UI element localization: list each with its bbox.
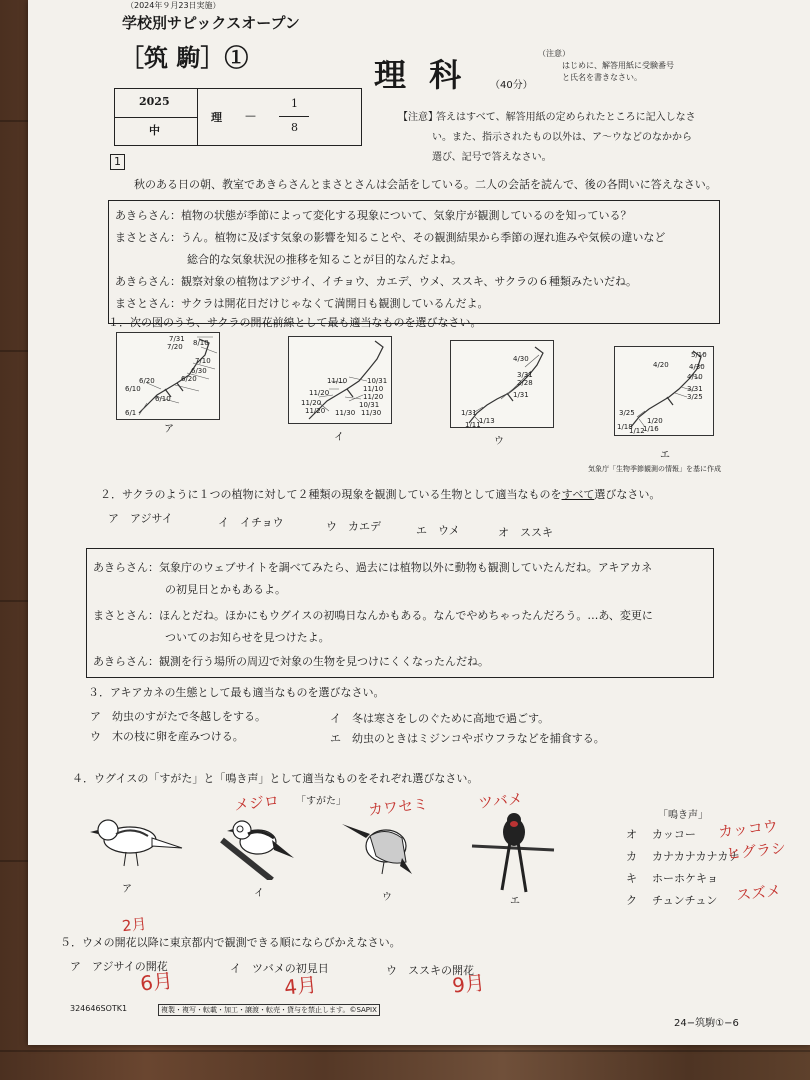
map-date-label: 7/20 [167,343,183,351]
dialogue2-line-3: まさとさん：ほんとだね。ほかにもウグイスの初鳴日なんかもある。なんでやめちゃったんだろう。…あ、変更に [93,609,653,622]
dialogue2-line-2: の初見日とかもあるよ。 [165,583,286,596]
map-i[interactable] [288,336,392,424]
bird-a-label: ア [122,884,132,895]
dialogue-box-2 [86,548,714,678]
map-date-label: 4/30 [689,363,705,371]
bird-u-label: ウ [382,892,392,903]
q5-choice-i[interactable]: イ ツバメの初見日 [230,962,329,975]
q3-choice-e[interactable]: エ 幼虫のときはミジンコやボウフラなどを捕食する。 [330,732,605,745]
q2-choice-i[interactable]: イ イチョウ [218,516,284,529]
dialogue-box-1 [108,200,720,324]
handwriting-call-ka: ヒグラシ [725,838,787,864]
map-date-label: 3/25 [687,393,703,401]
dialogue2-line-5: あきらさん：観測を行う場所の周辺で対象の生物を見つけにくくなったんだね。 [93,655,489,668]
handwriting-call-ku: スズメ [735,881,782,905]
call-ka-key: カ [626,850,637,863]
time-limit: （40分） [490,80,533,91]
notice-line-1: はじめに、解答用紙に受験番号 [562,61,674,70]
map-date-label: 6/1 [125,409,137,417]
map-date-label: 3/31 [517,371,533,379]
map-date-label: 11/20 [305,407,326,415]
map-date-label: 1/31 [461,409,477,417]
code-dash: — [245,109,256,122]
white-eye-bird-icon[interactable] [218,810,298,880]
map-date-label: 1/20 [647,417,663,425]
dialogue2-line-4: ついてのお知らせを見つけたよ。 [165,631,330,644]
map-date-label: 2/28 [517,379,533,387]
call-ki-text[interactable]: ホーホケキョ [652,872,718,885]
q1-text: １．次の図のうち、サクラの開花前線として最も適当なものを選びなさい。 [108,316,482,329]
q3-choice-i[interactable]: イ 冬は寒さをしのぐために高地で過ごす。 [330,712,550,725]
q2-text: ２．サクラのように１つの植物に対して２種類の現象を観測している生物として適当なものをすべて選びなさい。 [100,488,661,501]
q5-choice-u[interactable]: ウ ススキの開花 [386,964,474,977]
exam-name: 学校別サピックスオープン [122,14,300,32]
dialogue1-line-4: あきらさん：観察対象の植物はアジサイ、イチョウ、カエデ、ウメ、ススキ、サクラの６種類みたいだね。 [115,275,637,288]
map-date-label: 6/20 [181,375,197,383]
map-u[interactable] [450,340,554,428]
map-date-label: 1/31 [513,391,529,399]
handwriting-month-i: 4月 [282,972,319,1000]
handwriting-bird-u: カワセミ [367,794,429,820]
call-ku-text[interactable]: チュンチュン [652,894,718,907]
q3-choice-a[interactable]: ア 幼虫のすがたで冬越しをする。 [90,710,266,723]
map-date-label: 11/10 [327,377,348,385]
exam-paper [28,0,810,1045]
handwriting-month-u: 9月 [450,970,487,998]
map-date-label: 4/20 [653,361,669,369]
kingfisher-bird-icon[interactable] [340,818,430,878]
code-year: 2025 [139,95,170,108]
q5-choice-a[interactable]: ア アジサイの開花 [70,960,168,973]
q4-text: ４．ウグイスの「すがた」と「鳴き声」として適当なものをそれぞれ選びなさい。 [72,772,479,785]
instruction-label: 【注意】 [398,112,438,123]
map-source: 気象庁「生物季節観測の情報」を基に作成 [588,465,721,473]
call-ka-text[interactable]: カナカナカナカナ [652,850,740,863]
school-name: ［筑 駒］① [120,43,249,72]
q5-text: ５．ウメの開花以降に東京都内で観測できる順にならびかえなさい。 [60,936,401,949]
map-date-label: 6/20 [139,377,155,385]
map-e[interactable] [614,346,714,436]
code-grade: 中 [149,124,160,137]
footer-page: 24−筑駒①−6 [674,1018,739,1029]
q2-choice-u[interactable]: ウ カエデ [326,520,381,533]
map-date-label: 11/30 [361,409,382,417]
call-o-key: オ [626,828,637,841]
handwriting-month-q5: 2月 [121,914,148,936]
map-date-label: 3/25 [619,409,635,417]
q3-text: ３．アキアカネの生態として最も適当なものを選びなさい。 [88,686,385,699]
map-date-label: 7/31 [169,335,185,343]
code-subject: 理 [211,111,222,124]
map-date-label: 6/10 [125,385,141,393]
dialogue1-line-2: まさとさん：うん。植物に及ぼす気象の影響を知ることや、その観測結果から季節の遅れ進みや気候の違いなど [115,231,666,244]
footer-code: 324646SOTK1 [70,1004,128,1013]
date-note: （2024年９月23日実施） [126,1,221,10]
map-date-label: 4/30 [513,355,529,363]
section-number: 1 [110,154,125,170]
map-date-label: 11/20 [309,389,330,397]
nakigoe-label: 「鳴き声」 [658,810,708,821]
map-u-label: ウ [494,436,504,447]
map-date-label: 3/31 [687,385,703,393]
map-date-label: 5/10 [691,351,707,359]
code-table [114,88,362,146]
instruction-line-2: い。また、指示されたもの以外は、ア～ウなどのなかから [432,132,692,143]
code-page-num: 1 [291,97,298,110]
map-date-label: 7/10 [195,357,211,365]
q2-choice-a[interactable]: ア アジサイ [108,512,173,525]
call-ku-key: ク [626,894,637,907]
dialogue1-line-5: まさとさん：サクラは開花日だけじゃなくて満開日も観測しているんだよ。 [115,297,489,310]
map-date-label: 4/10 [687,373,703,381]
map-date-label: 1/12 [629,427,645,435]
section-intro: 秋のある日の朝、教室であきらさんとまさとさんは会話をしている。二人の会話を読んで、後の各問いに答えなさい。 [134,178,717,191]
map-date-label: 6/30 [191,367,207,375]
map-i-label: イ [334,432,344,443]
instruction-line-3: 選び、記号で答えなさい。 [432,152,552,163]
q2-choice-o[interactable]: オ ススキ [498,526,553,539]
handwriting-bird-e: ツバメ [477,789,524,813]
footer-copyright: 複製・複写・転載・加工・譲渡・転売・貸与を禁止します。©SAPIX [158,1004,380,1016]
swallow-bird-icon[interactable] [468,810,558,894]
bird-i-label: イ [254,888,264,899]
map-a-label: ア [164,424,174,435]
code-page-total: 8 [291,121,298,134]
map-date-label: 11/10 [363,385,384,393]
handwriting-call-o: カッコウ [717,816,779,842]
bird-e-label: エ [510,896,520,907]
dialogue2-line-1: あきらさん：気象庁のウェブサイトを調べてみたら、過去には植物以外に動物も観測していたんだね。アキアカネ [93,561,653,574]
bush-warbler-bird-icon[interactable] [86,808,186,872]
map-date-label: 11/20 [363,393,384,401]
map-a[interactable] [116,332,220,420]
map-date-label: 6/10 [155,395,171,403]
call-o-text[interactable]: カッコー [652,828,696,841]
instruction-line-1: 答えはすべて、解答用紙の定められたところに記入しなさ [436,112,696,123]
sugata-label: 「すがた」 [296,796,346,807]
map-date-label: 8/10 [193,339,209,347]
map-date-label: 1/18 [617,423,633,431]
q2-choice-e[interactable]: エ ウメ [416,524,460,537]
map-date-label: 11/20 [301,399,322,407]
call-ki-key: キ [626,872,637,885]
dialogue1-line-1: あきらさん：植物の状態が季節によって変化する現象について、気象庁が観測しているのを知っている？ [115,209,632,222]
map-date-label: 1/16 [643,425,659,433]
map-date-label: 10/31 [367,377,388,385]
subject-title: 理 科 [374,56,468,94]
map-date-label: 1/13 [479,417,495,425]
map-date-label: 11/30 [335,409,356,417]
handwriting-month-a: 6月 [138,968,175,996]
map-date-label: 1/11 [465,421,481,429]
map-e-label: エ [660,450,670,461]
map-date-label: 10/31 [359,401,380,409]
dialogue1-line-3: 総合的な気象状況の推移を知ることが目的なんだよね。 [187,253,462,266]
q3-choice-u[interactable]: ウ 木の枝に卵を産みつける。 [90,730,244,743]
notice-label: （注意） [538,49,570,58]
handwriting-bird-i: メジロ [233,791,280,815]
notice-line-2: と氏名を書きなさい。 [562,73,642,82]
